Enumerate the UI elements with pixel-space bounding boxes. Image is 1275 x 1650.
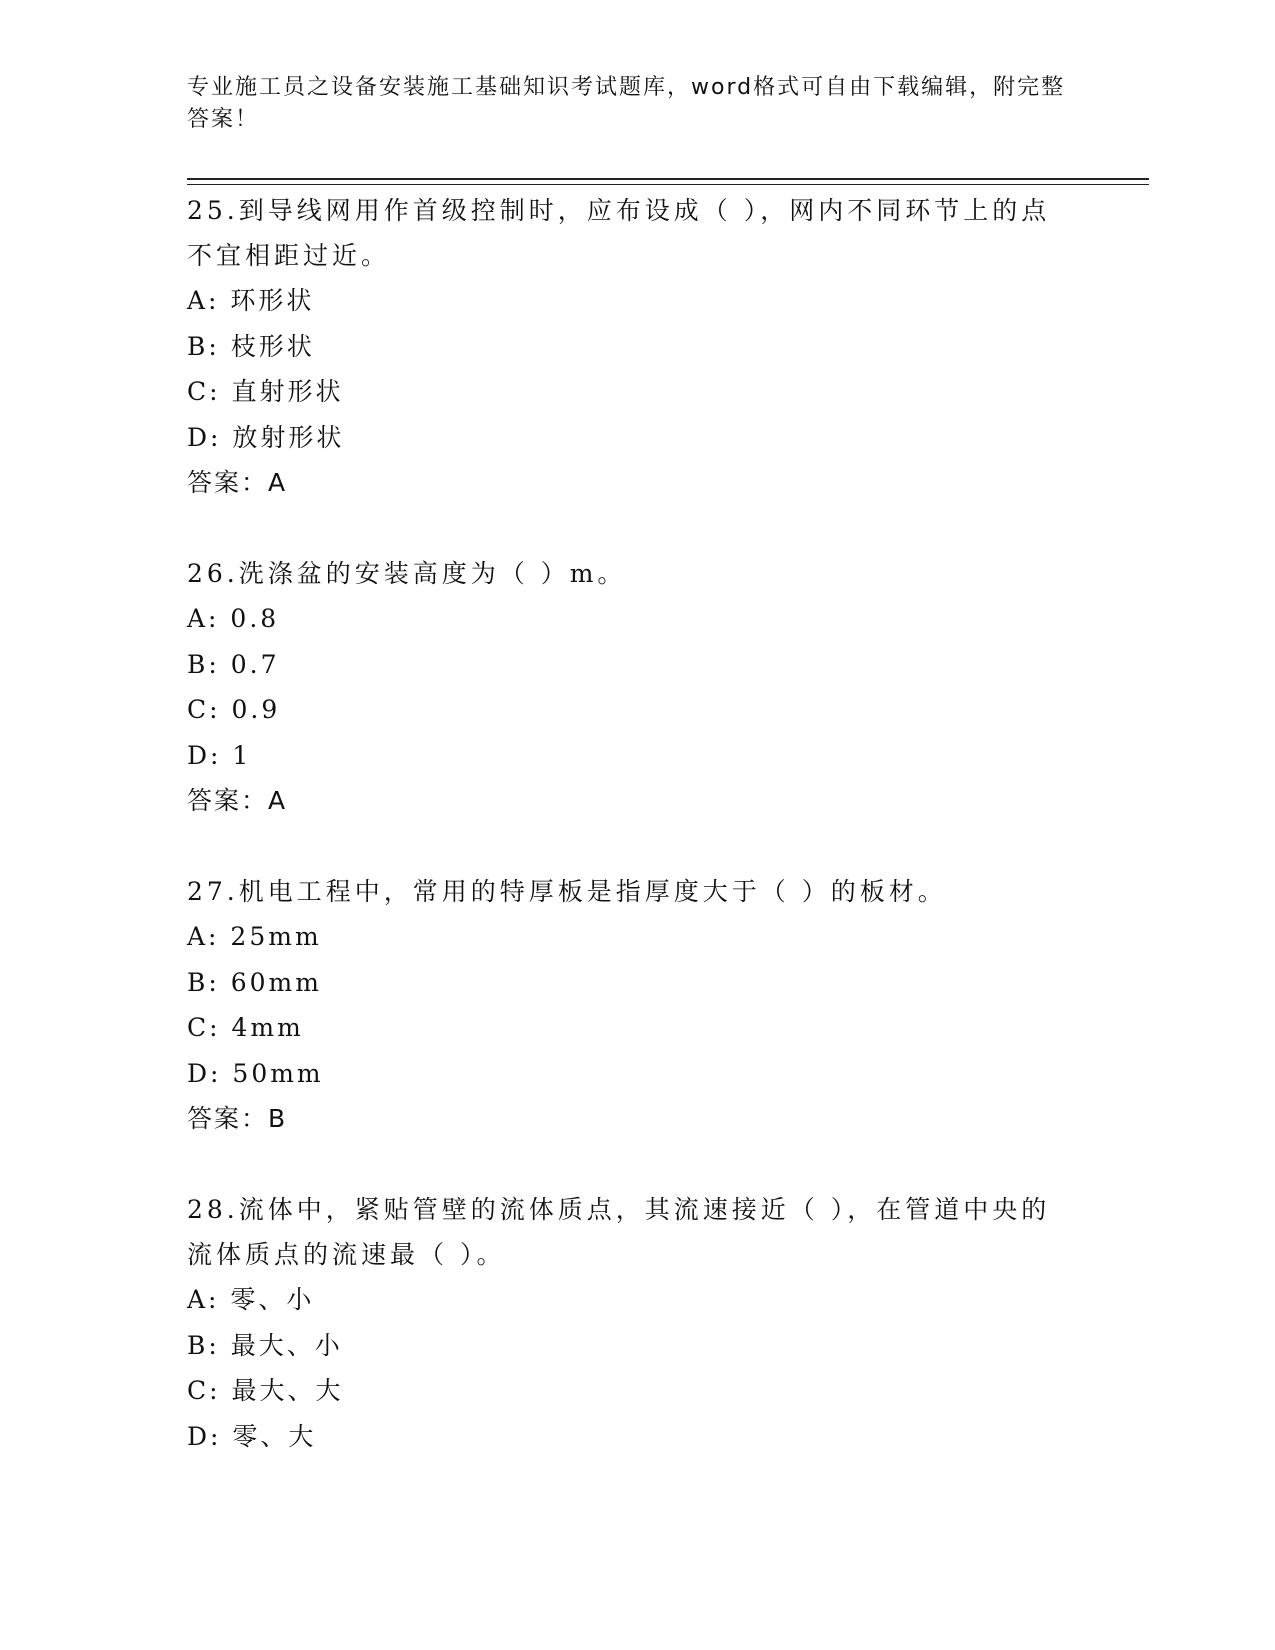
answer-line: 答案：A xyxy=(187,786,288,815)
question-list xyxy=(187,188,1067,1459)
option-d: D: 1 xyxy=(187,740,252,770)
option-a: A: 25mm xyxy=(187,922,322,951)
question-stem: 26.洗涤盆的安装高度为（ ）m。 xyxy=(187,559,627,588)
option-c: C: 0.9 xyxy=(187,695,281,724)
option-a: A: 零、小 xyxy=(187,1285,315,1314)
question-27 xyxy=(187,869,1067,1141)
question-stem: 27.机电工程中，常用的特厚板是指厚度大于（ ）的板材。 xyxy=(187,877,947,906)
question-28 xyxy=(187,1187,1067,1459)
question-stem: 25.到导线网用作首级控制时，应布设成（ ），网内不同环节上的点不宜相距过近。 xyxy=(187,196,1051,270)
option-b: B: 0.7 xyxy=(187,649,280,679)
answer-line: 答案：B xyxy=(187,1104,288,1133)
option-d: D: 零、大 xyxy=(187,1421,317,1451)
option-a: A: 环形状 xyxy=(187,286,315,315)
option-b: B: 最大、小 xyxy=(187,1330,343,1360)
option-d: D: 放射形状 xyxy=(187,422,345,452)
option-d: D: 50mm xyxy=(187,1058,324,1088)
question-26 xyxy=(187,551,1067,823)
header-divider-thick xyxy=(187,178,1149,180)
header-divider-thin xyxy=(187,184,1149,185)
option-b: B: 60mm xyxy=(187,967,322,997)
document-header: 专业施工员之设备安装施工基础知识考试题库，word格式可自由下载编辑，附完整答案！ xyxy=(187,75,1066,132)
option-b: B: 枝形状 xyxy=(187,331,315,361)
question-stem: 28.流体中，紧贴管壁的流体质点，其流速接近（ ），在管道中央的流体质点的流速最（ ）。 xyxy=(187,1195,1051,1269)
question-25 xyxy=(187,188,1067,505)
option-c: C: 4mm xyxy=(187,1013,304,1042)
option-c: C: 最大、大 xyxy=(187,1376,344,1405)
option-a: A: 0.8 xyxy=(187,604,280,633)
option-c: C: 直射形状 xyxy=(187,377,344,406)
answer-line: 答案：A xyxy=(187,468,288,497)
